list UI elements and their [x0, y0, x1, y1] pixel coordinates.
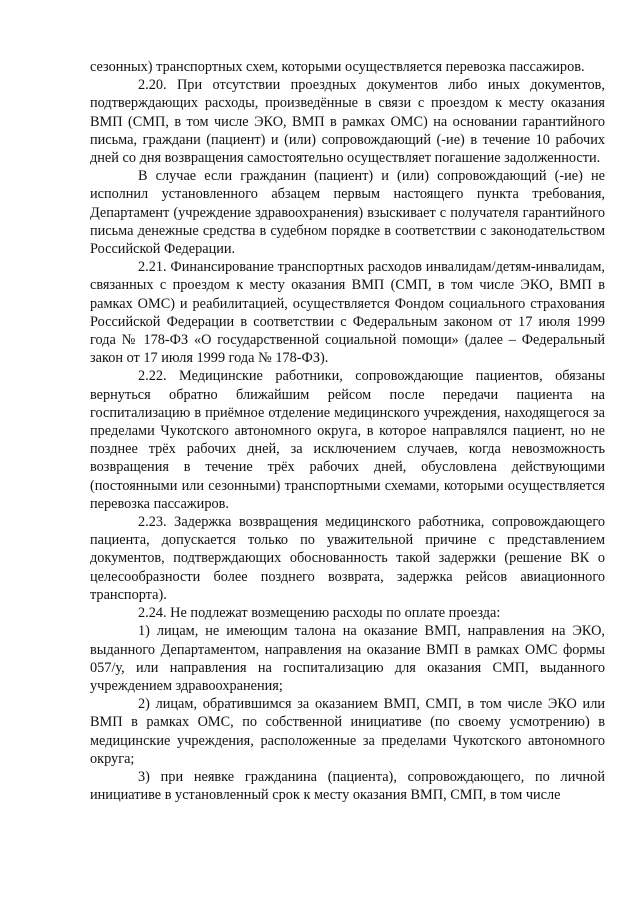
- paragraph-continuation: сезонных) транспортных схем, которыми осуществляется перевозка пассажиров.: [90, 59, 585, 75]
- paragraph-2-22: 2.22. Медицинские работники, сопровождающие пациентов, обязаны вернуться обратно ближайшим рейсом после передачи пациента на госпитализацию в приёмное отделение медицинского учреждения, находящегося за пределами Чукотского автономного округа, в которое направлялся пациент, но не позднее трёх рабочих дней, за исключением случаев, когда невозможность возвращения в течение трёх рабочих дней, обусловлена действующими (постоянными или сезонными) транспортными схемами, которыми осуществляется перевозка пассажиров.: [90, 368, 605, 512]
- paragraph-2-21: 2.21. Финансирование транспортных расходов инвалидам/детям-инвалидам, связанных с проездом к месту оказания ВМП (СМП, в том числе ЭКО, ВМП в рамках ОМС) и реабилитацией, осуществляется Фондом социального страхования Российской Федерации в соответствии с Федеральным законом от 17 июля 1999 года № 178-ФЗ «О государственной социальной помощи» (далее – Федеральный закон от 17 июля 1999 года № 178-ФЗ).: [90, 259, 605, 367]
- list-item-3: 3) при неявке гражданина (пациента), сопровождающего, по личной инициативе в установленный срок к месту оказания ВМП, СМП, в том числе: [90, 768, 605, 804]
- paragraph-2-20-second: В случае если гражданин (пациент) и (или) сопровождающий (-ие) не исполнил установленного абзацем первым настоящего пункта требования, Департамент (учреждение здравоохранения) взыскивает с получателя гарантийного письма денежные средства в судебном порядке в соответствии с законодательством Российской Федерации.: [90, 168, 605, 258]
- paragraph-2-23: 2.23. Задержка возвращения медицинского работника, сопровождающего пациента, допускается только по уважительной причине с представлением документов, подтверждающих обоснованность такой задержки (решение ВК о целесообразности более позднего возврата, задержка рейсов авиационного транспорта).: [90, 514, 605, 603]
- paragraph-2-20: 2.20. При отсутствии проездных документов либо иных документов, подтверждающих расходы, произведённые в связи с проездом к месту оказания ВМП (СМП, в том числе ЭКО, ВМП в рамках ОМС) на основании гарантийного письма, граждани (пациент) и (или) сопровождающий (-ие) в течение 10 рабочих дней со дня возвращения самостоятельно осуществляет погашение задолженности.: [90, 77, 605, 167]
- paragraph-2-24: 2.24. Не подлежат возмещению расходы по оплате проезда:: [138, 605, 501, 622]
- document-body: [90, 58, 605, 804]
- list-item-2: 2) лицам, обратившимся за оказанием ВМП, СМП, в том числе ЭКО или ВМП в рамках ОМС, по собственной инициативе (по своему усмотрению) в медицинские учреждения, расположенные за пределами Чукотского автономного округа;: [90, 696, 605, 767]
- list-item-1: 1) лицам, не имеющим талона на оказание ВМП, направления на ЭКО, выданного Департаментом, направления на оказание ВМП в рамках ОМС формы 057/у, или направления на госпитализацию для оказания СМП, выданного учреждением здравоохранения;: [90, 623, 605, 694]
